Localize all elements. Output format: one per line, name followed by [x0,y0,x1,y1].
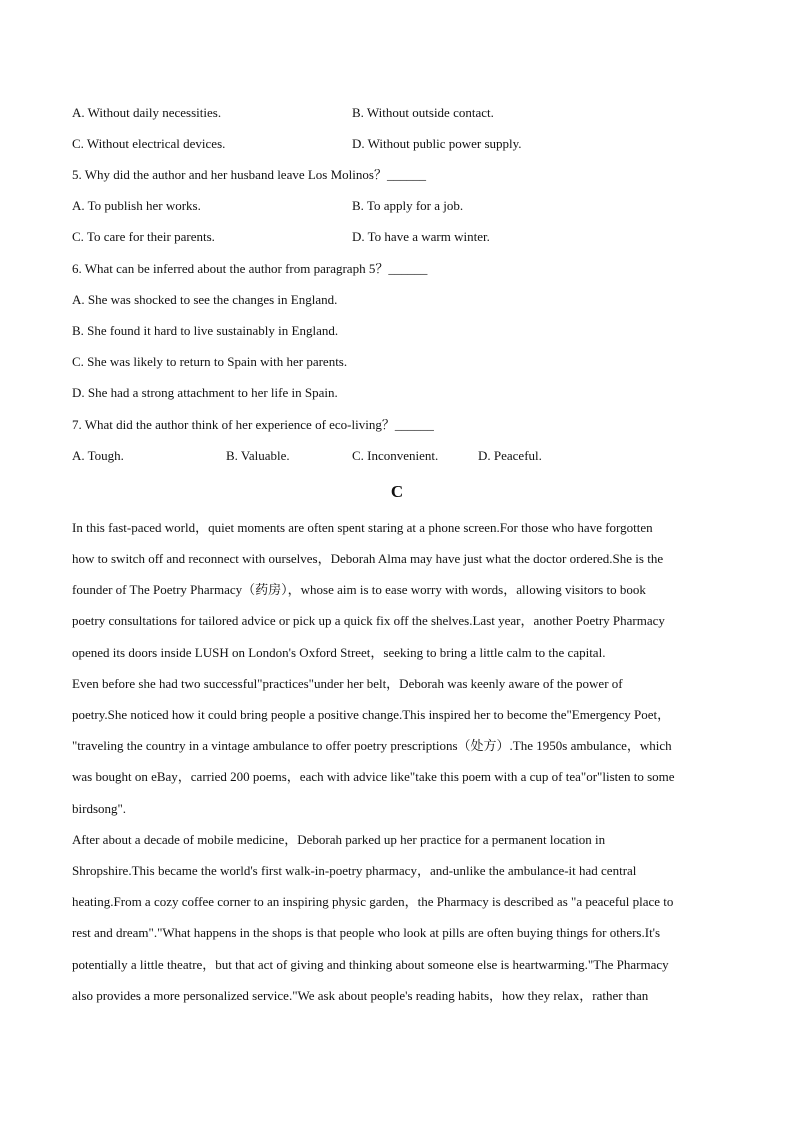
passage-line: Even before she had two successful"practices"under her belt，Deborah was keenly aware of the power of [72,676,623,691]
passage-line: potentially a little theatre，but that act of giving and thinking about someone else is heartwarming."The Pharmacy [72,957,669,972]
passage-line: also provides a more personalized service."We ask about people's reading habits，how they relax，rather than [72,988,649,1003]
q4-option-d: D. Without public power supply. [352,136,522,151]
passage-line: Shropshire.This became the world's first walk-in-poetry pharmacy，and-unlike the ambulance-it had central [72,863,637,878]
passage-line: founder of The Poetry Pharmacy（药房），whose aim is to ease worry with words，allowing visitors to book [72,582,646,597]
q6-option-b: B. She found it hard to live sustainably in England. [72,323,339,338]
q4-option-b: B. Without outside contact. [352,105,494,120]
passage-line: birdsong". [72,801,127,816]
q5-question: 5. Why did the author and her husband leave Los Molinos？______ [72,167,426,182]
q7-option-c: C. Inconvenient. [352,448,439,463]
passage-line: poetry consultations for tailored advice or pick up a quick fix off the shelves.Last year，another Poetry Pharmacy [72,613,665,628]
passage-line: After about a decade of mobile medicine，Deborah parked up her practice for a permanent location in [72,832,606,847]
q7-option-d: D. Peaceful. [478,448,542,463]
q5-option-d: D. To have a warm winter. [352,229,490,244]
q7-question: 7. What did the author think of her experience of eco-living？______ [72,417,434,432]
passage-line: opened its doors inside LUSH on London's Oxford Street，seeking to bring a little calm to the capital. [72,645,606,660]
passage-line: rest and dream"."What happens in the shops is that people who look at pills are often buying things for others.It's [72,925,661,940]
passage-line: In this fast-paced world，quiet moments are often spent staring at a phone screen.For those who have forgotten [72,520,653,535]
q5-option-c: C. To care for their parents. [72,229,215,244]
passage-line: was bought on eBay，carried 200 poems，each with advice like"take this poem with a cup of tea"or"listen to some [72,769,675,784]
q6-question: 6. What can be inferred about the author from paragraph 5？______ [72,261,428,276]
passage-line: how to switch off and reconnect with ourselves，Deborah Alma may have just what the doctor ordered.She is the [72,551,664,566]
passage-line: poetry.She noticed how it could bring people a positive change.This inspired her to become the"Emergency Poet， [72,707,671,722]
q5-option-b: B. To apply for a job. [352,198,464,213]
section-heading: C [390,482,404,501]
q4-option-c: C. Without electrical devices. [72,136,226,151]
q5-option-a: A. To publish her works. [72,198,201,213]
passage-line: "traveling the country in a vintage ambulance to offer poetry prescriptions（处方）.The 1950s ambulance，which [72,738,672,753]
q7-option-b: B. Valuable. [226,448,290,463]
q6-option-a: A. She was shocked to see the changes in England. [72,292,338,307]
q6-option-c: C. She was likely to return to Spain with her parents. [72,354,348,369]
passage-line: heating.From a cozy coffee corner to an inspiring physic garden，the Pharmacy is described as "a peaceful place to [72,894,674,909]
q4-option-a: A. Without daily necessities. [72,105,222,120]
q6-option-d: D. She had a strong attachment to her life in Spain. [72,385,338,400]
q7-option-a: A. Tough. [72,448,124,463]
